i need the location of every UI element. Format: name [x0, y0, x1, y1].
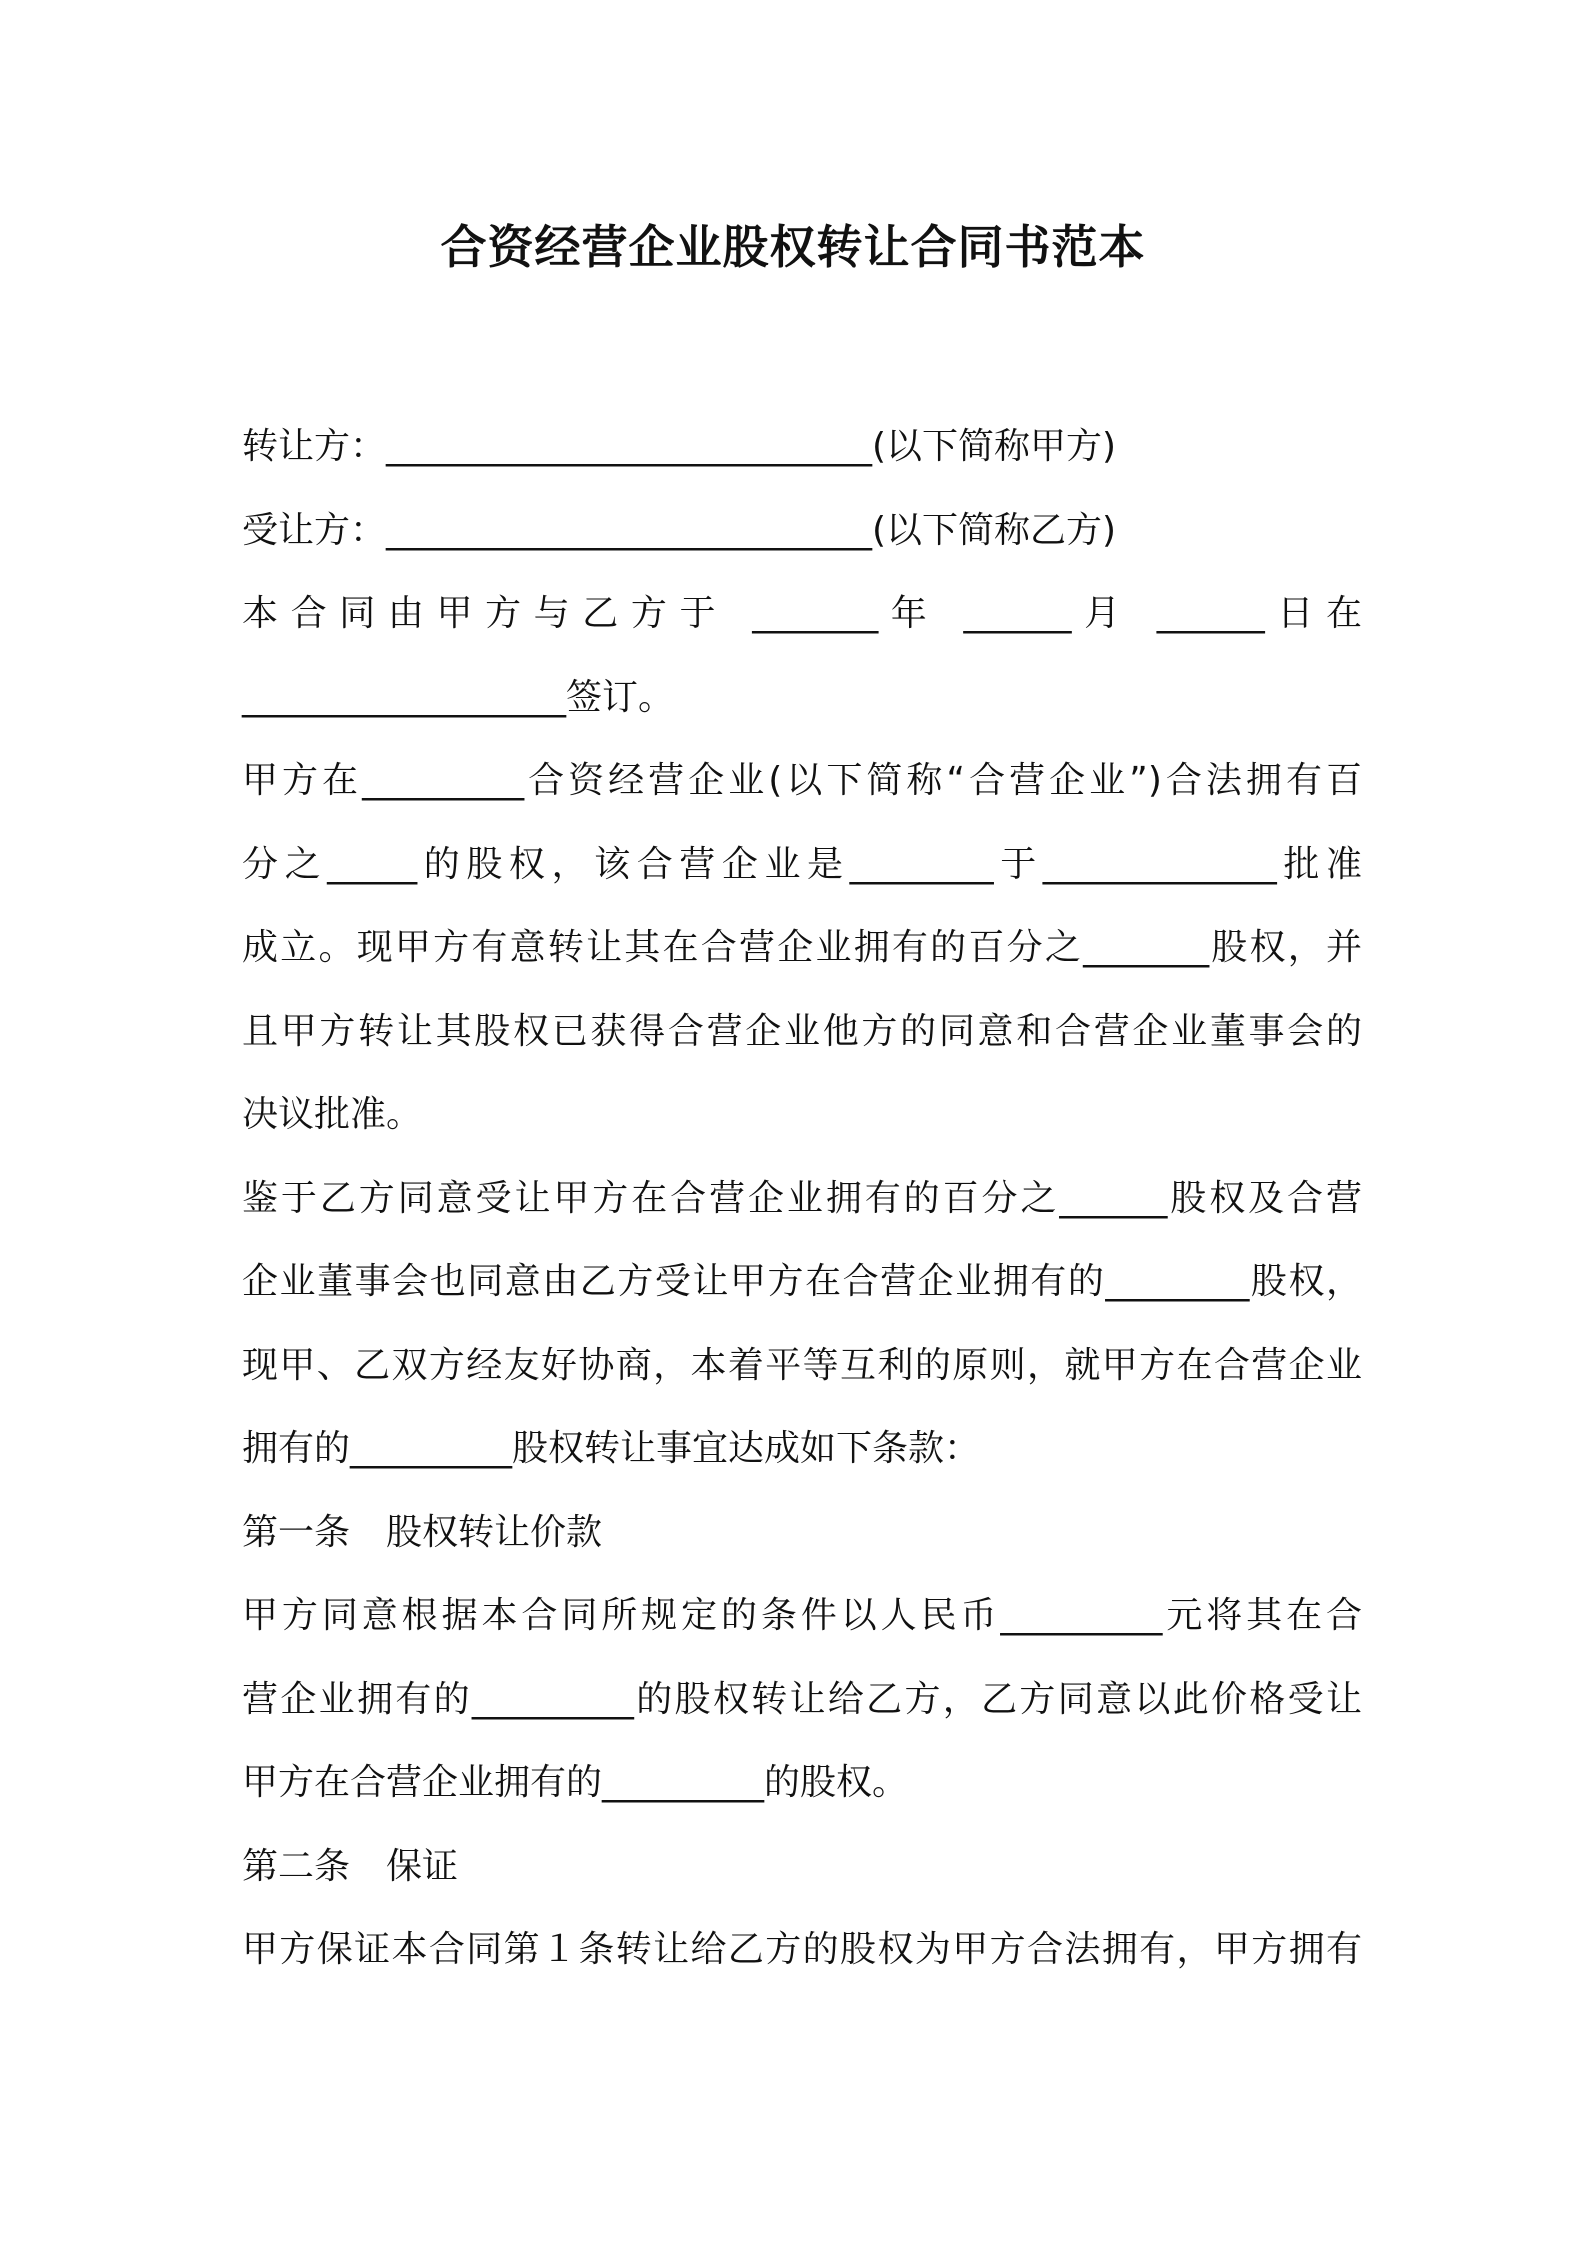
- paragraph-line: 企业董事会也同意由乙方受让甲方在合营企业拥有的________股权，: [242, 1261, 1362, 1302]
- transferee-line: 受让方：___________________________(以下简称乙方): [242, 509, 1117, 551]
- article-heading: 第一条 股权转让价款: [242, 1511, 603, 1553]
- signing-date-line: 本合同由甲方与乙方于 _______年 ______月 ______日在: [242, 593, 1362, 634]
- paragraph-line: 现甲、乙双方经友好协商，本着平等互利的原则，就甲方在合营企业: [242, 1344, 1362, 1386]
- paragraph-line: 鉴于乙方同意受让甲方在合营企业拥有的百分之______股权及合营: [242, 1177, 1362, 1219]
- paragraph-line: 成立。现甲方有意转让其在合营企业拥有的百分之_______股权，并: [242, 927, 1362, 968]
- paragraph-line: 甲方保证本合同第１条转让给乙方的股权为甲方合法拥有，甲方拥有: [242, 1929, 1362, 1970]
- paragraph-line: 拥有的_________股权转让事宜达成如下条款：: [242, 1428, 981, 1469]
- article-heading: 第二条 保证: [242, 1845, 459, 1887]
- paragraph-line: 分之_____的股权，该合营企业是________于_____________批准: [242, 843, 1362, 885]
- paragraph-line: 营企业拥有的_________的股权转让给乙方，乙方同意以此价格受让: [242, 1678, 1362, 1720]
- paragraph-line: 甲方同意根据本合同所规定的条件以人民币_________元将其在合: [242, 1595, 1362, 1636]
- paragraph-line: 且甲方转让其股权已获得合营企业他方的同意和合营企业董事会的: [242, 1010, 1362, 1052]
- transferor-line: 转让方：___________________________(以下简称甲方): [242, 426, 1117, 467]
- paragraph-line: 甲方在合营企业拥有的_________的股权。: [242, 1762, 909, 1803]
- signing-place-line: __________________签订。: [242, 676, 675, 718]
- paragraph-line: 甲方在_________合资经营企业(以下简称“合营企业”)合法拥有百: [242, 760, 1362, 801]
- paragraph-line: 决议批准。: [242, 1094, 423, 1135]
- document-title: 合资经营企业股权转让合同书范本: [440, 220, 1146, 274]
- document-body: [242, 405, 1362, 1992]
